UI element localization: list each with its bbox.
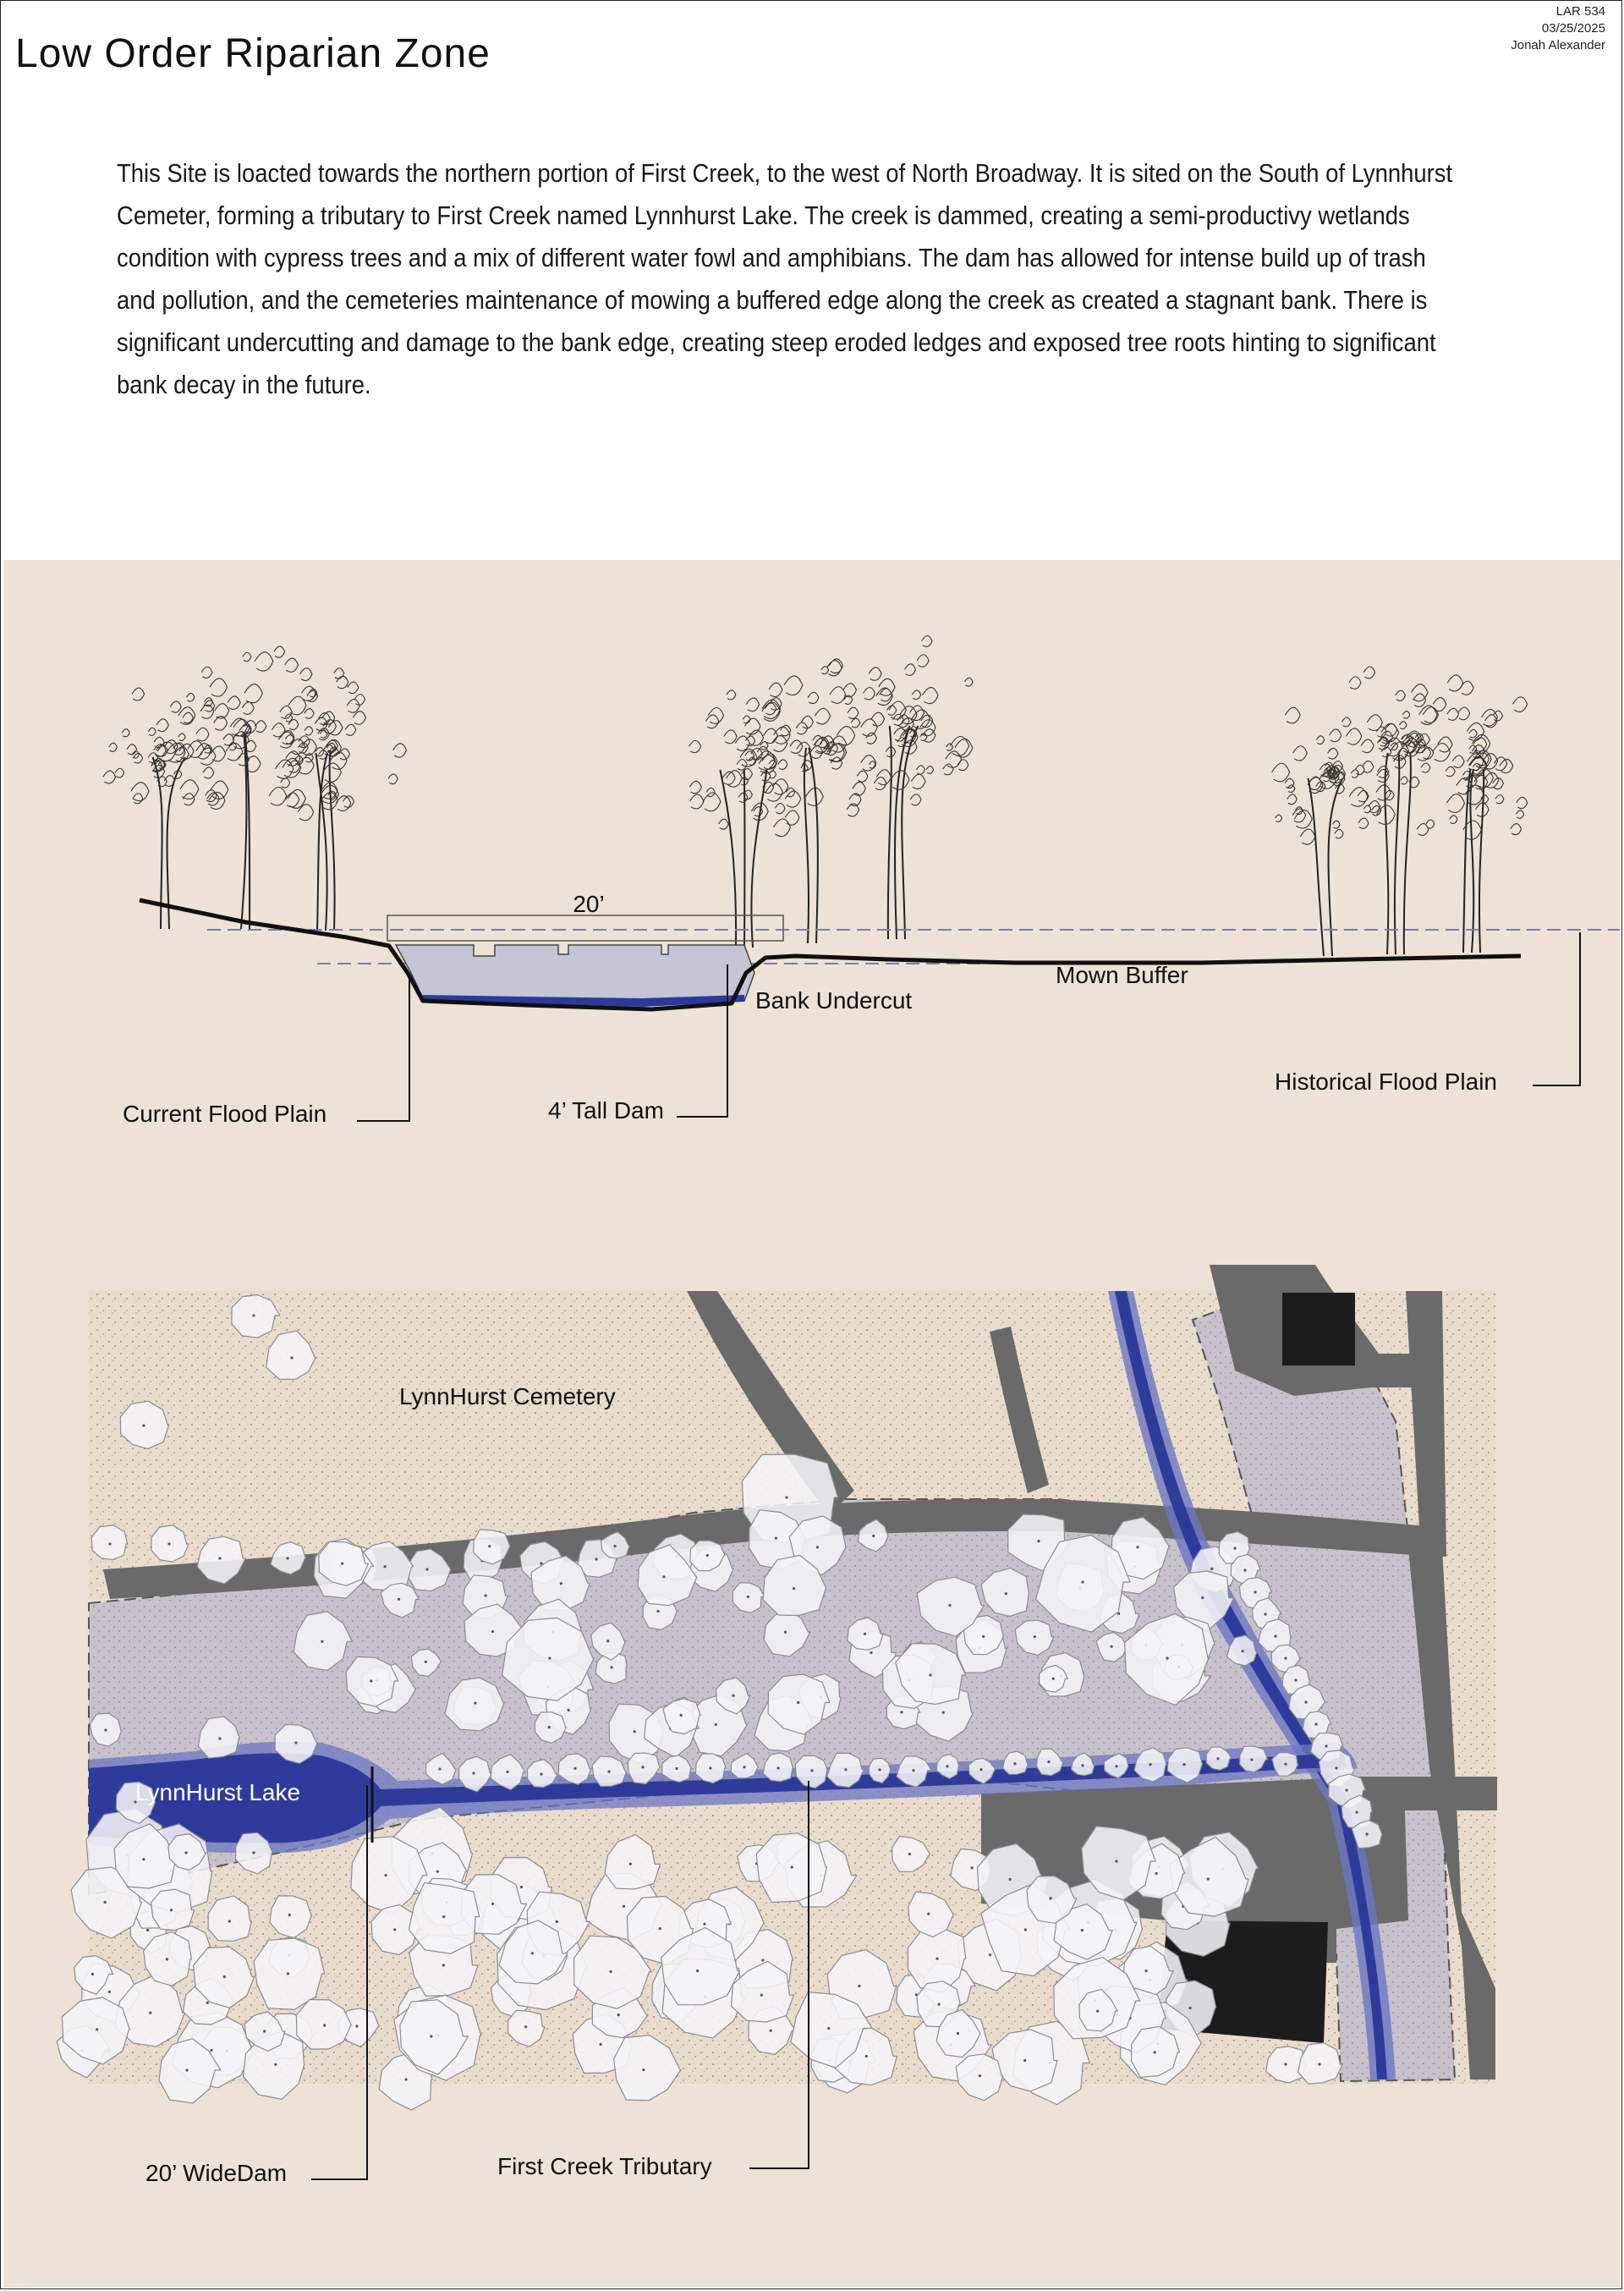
section-tree xyxy=(103,688,228,929)
section-tree xyxy=(831,636,973,940)
current-flood-leader xyxy=(357,973,409,1121)
date: 03/25/2025 xyxy=(1541,21,1605,36)
section-tree xyxy=(1398,681,1528,953)
tree-canopy xyxy=(756,1833,826,1903)
dimension-box xyxy=(387,915,783,941)
dam-width-label: 20’ WideDam xyxy=(145,2160,288,2186)
page-title: Low Order Riparian Zone xyxy=(15,31,491,76)
section-tree xyxy=(689,690,824,948)
mown-buffer-label: Mown Buffer xyxy=(1056,962,1188,988)
tree-canopy xyxy=(409,1883,479,1954)
section-tree xyxy=(178,646,331,929)
lake-label: LynnHurst Lake xyxy=(135,1779,301,1805)
tributary-label: First Creek Tributary xyxy=(497,2153,712,2179)
cemetery-label: LynnHurst Cemetery xyxy=(399,1383,616,1409)
dam-height-label: 4’ Tall Dam xyxy=(548,1097,664,1124)
north-building xyxy=(1282,1293,1355,1365)
dimension-label: 20’ xyxy=(573,891,605,917)
tree-canopy xyxy=(151,1889,195,1930)
tree-canopy xyxy=(91,1525,127,1560)
bank-undercut-label: Bank Undercut xyxy=(755,987,913,1014)
section-tree xyxy=(276,668,407,931)
section-drawing xyxy=(103,636,1620,1128)
section-trees xyxy=(103,636,1528,957)
section-tree xyxy=(742,659,896,943)
section-water xyxy=(396,945,754,1003)
author: Jonah Alexander xyxy=(1511,38,1605,52)
site-description: This Site is loacted towards the northern portion of First Creek, to the west of North Broadway. It is sited on the South of Lynnhurst Cemeter, forming a tributary to First Creek named Lynnhurst Lake. The creek is dammed, creating a semi-productivy wetlands condition with cypress trees and a mix of different water fowl and amphibians. The dam has allowed for intense build up of trash and pollution, and the cemeteries maintenance of mowing a buffered edge along the creek as created a stagnant bank. There is significant undercutting and damage to the bank edge, creating steep eroded ledges and exposed tree roots hinting to significant bank decay in the future. xyxy=(117,159,1453,399)
current-flood-label: Current Flood Plain xyxy=(123,1101,327,1127)
east-connector xyxy=(1353,1777,1497,1810)
section-tree xyxy=(1349,667,1477,954)
historical-flood-leader xyxy=(1533,932,1580,1085)
historical-flood-label: Historical Flood Plain xyxy=(1275,1069,1497,1095)
course-code: LAR 534 xyxy=(1555,4,1605,19)
plan-drawing xyxy=(57,1265,1497,2186)
tree-canopy xyxy=(956,2054,1003,2101)
